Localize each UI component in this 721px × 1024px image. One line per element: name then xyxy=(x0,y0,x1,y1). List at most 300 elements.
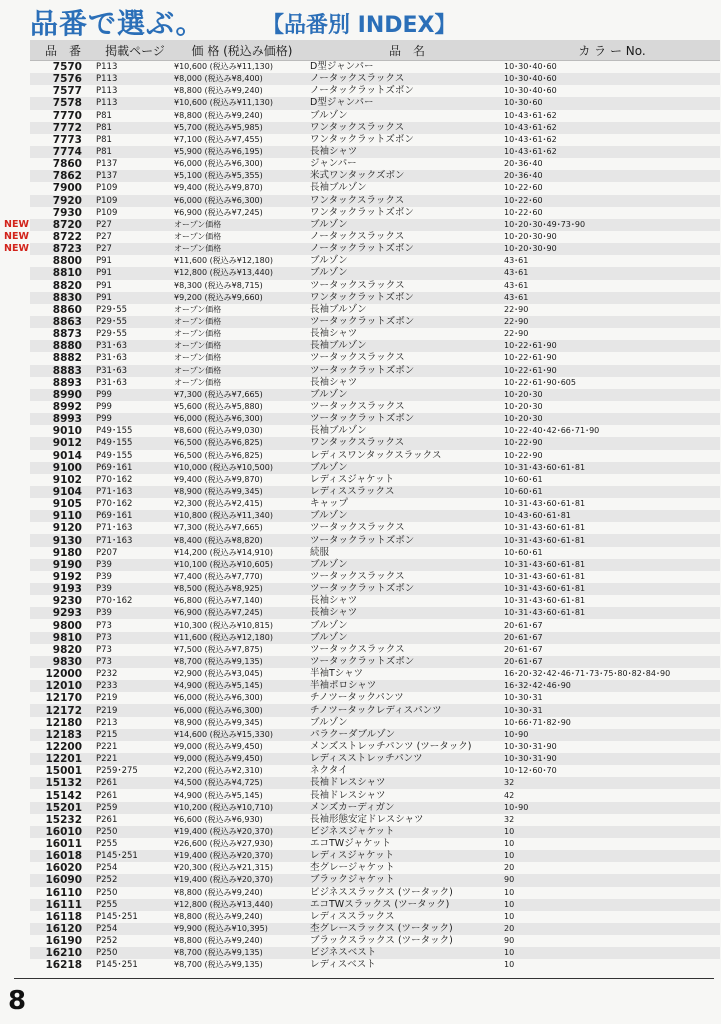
color-nos: 16･20･32･42･46･71･73･75･80･82･84･90 xyxy=(504,669,671,679)
product-name: ブルゾン xyxy=(310,716,348,728)
price: オープン価格 xyxy=(174,304,222,314)
table-row xyxy=(30,97,720,109)
table-row xyxy=(30,911,720,923)
product-name: ブルゾン xyxy=(310,218,348,230)
product-name: メンズストレッチパンツ (ツータック) xyxy=(310,740,472,752)
table-row xyxy=(30,474,720,486)
price: ¥5,700 (税込み¥5,985) xyxy=(174,122,263,132)
color-nos: 10･90 xyxy=(504,802,529,812)
product-no: 7773 xyxy=(52,133,82,146)
product-no: 9820 xyxy=(52,643,82,656)
product-name: ワンタックラットズボン xyxy=(310,291,414,303)
color-nos: 10･30･31 xyxy=(504,705,543,715)
table-row xyxy=(30,425,720,437)
table-row xyxy=(30,571,720,583)
page-ref: P259 xyxy=(96,802,118,813)
product-name: ノータックスラックス xyxy=(310,73,405,85)
table-row xyxy=(30,207,720,219)
page-ref: P27 xyxy=(96,244,112,255)
price: ¥5,100 (税込み¥5,355) xyxy=(174,171,263,181)
product-no: 7862 xyxy=(52,170,82,183)
price: ¥12,800 (税込み¥13,440) xyxy=(174,268,273,278)
color-nos: 10･43･61･62 xyxy=(504,134,557,144)
product-no: 9012 xyxy=(52,437,82,450)
table-row xyxy=(30,619,720,631)
color-nos: 10･30･40･60 xyxy=(504,86,557,96)
color-nos: 10･31･43･60･61･81 xyxy=(504,535,586,545)
product-name: ブルゾン xyxy=(310,631,348,643)
product-name: ツータックスラックス xyxy=(310,570,405,582)
color-nos: 20 xyxy=(504,924,515,934)
table-row xyxy=(30,437,720,449)
price: ¥7,300 (税込み¥7,665) xyxy=(174,389,263,399)
color-nos: 20･61･67 xyxy=(504,656,543,666)
price: ¥6,000 (税込み¥6,300) xyxy=(174,159,263,169)
color-nos: 10･22･60 xyxy=(504,207,543,217)
price: ¥26,600 (税込み¥27,930) xyxy=(174,839,273,849)
color-nos: 10 xyxy=(504,826,515,836)
table-row xyxy=(30,680,720,692)
color-nos: 10･22･61･90 xyxy=(504,353,557,363)
product-name: ブルゾン xyxy=(310,255,348,267)
table-row xyxy=(30,923,720,935)
color-nos: 20･36･40 xyxy=(504,159,543,169)
price: ¥7,500 (税込み¥7,875) xyxy=(174,644,263,654)
table-row xyxy=(30,814,720,826)
price: ¥8,000 (税込み¥8,400) xyxy=(174,74,263,84)
table-row xyxy=(30,668,720,680)
price: ¥2,200 (税込み¥2,310) xyxy=(174,766,263,776)
product-no: 9230 xyxy=(52,595,82,608)
table-row xyxy=(30,522,720,534)
product-no: 9180 xyxy=(52,546,82,559)
color-nos: 10 xyxy=(504,948,515,958)
product-no: 7900 xyxy=(52,182,82,195)
page-ref: P39 xyxy=(96,571,112,582)
color-nos: 10･60･61 xyxy=(504,474,543,484)
color-nos: 10･31･43･60･61･81 xyxy=(504,523,586,533)
product-no: 8820 xyxy=(52,279,82,292)
table-row xyxy=(30,450,720,462)
color-nos: 10･30･31･90 xyxy=(504,741,557,751)
table-row xyxy=(30,413,720,425)
product-name: ノータックラットズボン xyxy=(310,85,414,97)
product-no: 9010 xyxy=(52,425,82,438)
product-no: 16018 xyxy=(45,850,82,863)
price: ¥9,000 (税込み¥9,450) xyxy=(174,741,263,751)
product-name: 長袖シャツ xyxy=(310,595,358,607)
price: ¥8,800 (税込み¥9,240) xyxy=(174,911,263,921)
page-ref: P99 xyxy=(96,389,112,400)
page-ref: P39 xyxy=(96,608,112,619)
price: ¥9,900 (税込み¥10,395) xyxy=(174,924,268,934)
page-ref: P137 xyxy=(96,171,118,182)
table-row xyxy=(30,195,720,207)
page-ref: P31･63 xyxy=(96,365,128,376)
color-nos: 10･31･43･60･61･81 xyxy=(504,584,586,594)
price: ¥6,500 (税込み¥6,825) xyxy=(174,438,263,448)
color-nos: 10･22･61･90 xyxy=(504,341,557,351)
product-no: 8810 xyxy=(52,267,82,280)
table-row xyxy=(30,73,720,85)
color-nos: 10･90 xyxy=(504,729,529,739)
table-row xyxy=(30,280,720,292)
color-nos: 10･22･90 xyxy=(504,438,543,448)
price: ¥9,200 (税込み¥9,660) xyxy=(174,292,263,302)
color-nos: 42 xyxy=(504,790,515,800)
color-nos: 10･31･43･60･61･81 xyxy=(504,596,586,606)
product-no: 9120 xyxy=(52,522,82,535)
page-ref: P219 xyxy=(96,705,118,716)
product-no: 8893 xyxy=(52,376,82,389)
product-name: ツータックスラックス xyxy=(310,279,405,291)
page-title: 品番で選ぶ。 xyxy=(30,7,205,40)
new-tag: NEW xyxy=(4,218,29,230)
color-nos: 10･30･40･60 xyxy=(504,74,557,84)
page-ref: P29･55 xyxy=(96,329,128,340)
product-no: 12170 xyxy=(45,692,82,705)
price: ¥14,200 (税込み¥14,910) xyxy=(174,547,273,557)
product-name: キャップ xyxy=(310,498,349,510)
product-name: ツータックラットズボン xyxy=(310,316,415,328)
table-row xyxy=(30,255,720,267)
page-ref: P71･163 xyxy=(96,523,133,534)
table-row xyxy=(30,826,720,838)
color-nos: 10･30･40･60 xyxy=(504,62,557,72)
price: ¥10,200 (税込み¥10,710) xyxy=(174,802,273,812)
color-nos: 20 xyxy=(504,863,515,873)
header-product-no: 品 番 xyxy=(44,43,81,58)
price: ¥7,400 (税込み¥7,770) xyxy=(174,571,263,581)
table-header xyxy=(30,40,720,61)
price: ¥2,900 (税込み¥3,045) xyxy=(174,669,263,679)
table-row xyxy=(30,632,720,644)
color-nos: 20･61･67 xyxy=(504,620,543,630)
price: ¥9,400 (税込み¥9,870) xyxy=(174,183,263,193)
table-row xyxy=(30,304,720,316)
page-ref: P250 xyxy=(96,826,118,837)
product-name: ツータックスラックス xyxy=(310,352,405,364)
product-no: 7577 xyxy=(52,85,82,98)
product-no: 16010 xyxy=(45,825,82,838)
price: ¥11,600 (税込み¥12,180) xyxy=(174,632,273,642)
price: ¥8,800 (税込み¥9,240) xyxy=(174,887,263,897)
color-nos: 10･20･30 xyxy=(504,389,543,399)
product-name: ブルゾン xyxy=(310,461,348,473)
product-no: 7920 xyxy=(52,194,82,207)
product-no: 8800 xyxy=(52,255,82,268)
page-ref: P70･162 xyxy=(96,499,133,510)
product-name: チノツータックレディスパンツ xyxy=(310,704,442,716)
table-row xyxy=(4,231,720,244)
product-no: 9193 xyxy=(52,583,82,596)
price: オープン価格 xyxy=(174,377,222,387)
table-row xyxy=(30,838,720,850)
product-no: 9830 xyxy=(52,655,82,668)
product-no: 8880 xyxy=(52,340,82,353)
product-no: 7570 xyxy=(52,61,82,74)
product-no: 9104 xyxy=(52,485,82,498)
product-name: 長袖シャツ xyxy=(310,376,358,388)
page-ref: P254 xyxy=(96,924,118,935)
color-nos: 10･31･43･60･61･81 xyxy=(504,499,586,509)
table-row xyxy=(30,170,720,182)
page-ref: P31･63 xyxy=(96,353,128,364)
price: ¥10,100 (税込み¥10,605) xyxy=(174,559,273,569)
page-ref: P255 xyxy=(96,899,118,910)
price: ¥8,900 (税込み¥9,345) xyxy=(174,717,263,727)
table-row xyxy=(30,316,720,328)
page-ref: P137 xyxy=(96,159,118,170)
product-no: 8990 xyxy=(52,388,82,401)
price: ¥11,600 (税込み¥12,180) xyxy=(174,256,273,266)
product-no: 12000 xyxy=(45,668,82,681)
price: オープン価格 xyxy=(174,317,222,327)
product-no: 8830 xyxy=(52,291,82,304)
page-ref: P255 xyxy=(96,839,118,850)
page-ref: P219 xyxy=(96,693,118,704)
price: ¥6,000 (税込み¥6,300) xyxy=(174,414,263,424)
color-nos: 10･60･61 xyxy=(504,547,543,557)
table-row xyxy=(30,389,720,401)
color-nos: 10 xyxy=(504,887,515,897)
color-nos: 10 xyxy=(504,899,515,909)
product-no: 12010 xyxy=(45,680,82,693)
product-no: 8993 xyxy=(52,413,82,426)
table-row xyxy=(30,110,720,122)
table-row xyxy=(30,547,720,559)
product-no: 9105 xyxy=(52,498,82,511)
price: ¥9,000 (税込み¥9,450) xyxy=(174,754,263,764)
price: ¥8,700 (税込み¥9,135) xyxy=(174,960,263,970)
table-row xyxy=(30,656,720,668)
table-row xyxy=(30,340,720,352)
color-nos: 10 xyxy=(504,911,515,921)
color-nos: 10･22･61･90 xyxy=(504,365,557,375)
page-ref: P71･163 xyxy=(96,535,133,546)
product-no: 9190 xyxy=(52,558,82,571)
product-no: 12201 xyxy=(45,753,82,766)
product-name: エコTWジャケット xyxy=(310,838,392,850)
table-row xyxy=(30,559,720,571)
product-no: 8882 xyxy=(52,352,82,365)
page-ref: P70･162 xyxy=(96,474,133,485)
product-name: ブルゾン xyxy=(310,267,348,279)
table-row xyxy=(30,644,720,656)
price: ¥19,400 (税込み¥20,370) xyxy=(174,826,273,836)
product-no: 8863 xyxy=(52,316,82,329)
price: ¥10,800 (税込み¥11,340) xyxy=(174,511,273,521)
product-name: ノータックラットズボン xyxy=(310,243,414,255)
page-ref: P232 xyxy=(96,669,118,680)
product-name: 長袖シャツ xyxy=(310,607,358,619)
product-name: レディスジャケット xyxy=(310,473,395,485)
price: ¥14,600 (税込み¥15,330) xyxy=(174,729,273,739)
page-ref: P113 xyxy=(96,98,118,109)
price: ¥6,000 (税込み¥6,300) xyxy=(174,195,263,205)
price: ¥10,600 (税込み¥11,130) xyxy=(174,62,273,72)
product-name: 長袖ブルゾン xyxy=(310,303,367,315)
product-no: 15132 xyxy=(45,777,82,790)
color-nos: 10･66･71･82･90 xyxy=(504,717,571,727)
color-nos: 10･43･61･62 xyxy=(504,110,557,120)
color-nos: 10 xyxy=(504,839,515,849)
page-ref: P73 xyxy=(96,644,112,655)
product-name: チノツータックパンツ xyxy=(310,692,404,704)
page-ref: P27 xyxy=(96,219,112,230)
table-row xyxy=(30,462,720,474)
table-row xyxy=(30,874,720,886)
page-ref: P69･161 xyxy=(96,511,133,522)
color-nos: 16･32･42･46･90 xyxy=(504,681,571,691)
page-ref: P99 xyxy=(96,402,112,412)
new-tag: NEW xyxy=(4,231,29,243)
product-name: ツータックスラックス xyxy=(310,522,405,534)
table-row xyxy=(30,607,720,619)
price: オープン価格 xyxy=(174,341,222,351)
product-no: 16110 xyxy=(45,886,82,899)
page-ref: P29･55 xyxy=(96,317,128,328)
product-name: ワンタックスラックス xyxy=(310,121,405,133)
color-nos: 90 xyxy=(504,936,515,946)
product-name: レディススラックス xyxy=(310,485,395,497)
color-nos: 32 xyxy=(504,814,515,824)
page-ref: P259･275 xyxy=(96,766,138,777)
table-row xyxy=(30,267,720,279)
price: ¥10,000 (税込み¥10,500) xyxy=(174,462,273,472)
table-row xyxy=(30,862,720,874)
page-ref: P250 xyxy=(96,887,118,898)
table-row xyxy=(30,850,720,862)
table-row xyxy=(30,753,720,765)
price: ¥10,300 (税込み¥10,815) xyxy=(174,620,273,630)
color-nos: 90 xyxy=(504,875,515,885)
table-row xyxy=(30,146,720,158)
price: オープン価格 xyxy=(174,365,222,375)
product-no: 16190 xyxy=(45,935,82,948)
product-no: 7576 xyxy=(52,73,82,86)
product-name: D型ジャンパー xyxy=(310,61,374,73)
product-no: 7860 xyxy=(52,158,82,171)
color-nos: 43･61 xyxy=(504,268,529,278)
color-nos: 10･43･60･61･81 xyxy=(504,511,571,521)
product-name: ビジネススラックス (ツータック) xyxy=(310,886,453,898)
color-nos: 10･20･30 xyxy=(504,402,543,411)
color-nos: 10･12･60･70 xyxy=(504,766,557,776)
product-no: 9293 xyxy=(52,607,82,620)
header-name: 品 名 xyxy=(388,43,425,58)
price: ¥8,300 (税込み¥8,715) xyxy=(174,280,263,290)
page-ref: P252 xyxy=(96,936,118,947)
product-no: 12172 xyxy=(45,704,82,717)
product-no: 7774 xyxy=(52,146,82,159)
color-nos: 10･30･60 xyxy=(504,98,543,108)
page-ref: P81 xyxy=(96,147,112,158)
table-row xyxy=(30,292,720,304)
product-name: ツータックラットズボン xyxy=(310,655,415,667)
page-ref: P69･161 xyxy=(96,462,133,473)
product-name: ツータックスラックス xyxy=(310,643,405,655)
price: ¥8,700 (税込み¥9,135) xyxy=(174,656,263,666)
price: ¥19,400 (税込み¥20,370) xyxy=(174,875,273,885)
table-row xyxy=(30,510,720,522)
price: ¥8,800 (税込み¥9,240) xyxy=(174,110,263,120)
product-no: 15201 xyxy=(45,801,82,814)
page-ref: P81 xyxy=(96,110,112,121)
color-nos: 22･90 xyxy=(504,317,529,327)
color-nos: 10･22･60 xyxy=(504,183,543,193)
page-ref: P109 xyxy=(96,207,118,218)
header-color: カ ラ ー No. xyxy=(578,43,646,58)
color-nos: 20･36･40 xyxy=(504,171,543,181)
page-number: 8 xyxy=(8,986,27,1016)
product-name: レディスワンタックスラックス xyxy=(310,449,442,461)
color-nos: 43･61 xyxy=(504,292,529,302)
price: ¥5,900 (税込み¥6,195) xyxy=(174,147,263,157)
price: ¥8,800 (税込み¥9,240) xyxy=(174,86,263,96)
color-nos: 10･31･43･60･61･81 xyxy=(504,571,586,581)
table-row xyxy=(30,158,720,170)
product-name: 長袖ドレスシャツ xyxy=(310,777,386,789)
color-nos: 10･31･43･60･61･81 xyxy=(504,559,586,569)
price: ¥2,300 (税込み¥2,415) xyxy=(174,499,263,509)
page-ref: P207 xyxy=(96,547,118,558)
product-no: 12180 xyxy=(45,716,82,729)
price: ¥6,900 (税込み¥7,245) xyxy=(174,608,263,618)
price: ¥20,300 (税込み¥21,315) xyxy=(174,863,273,873)
page-ref: P215 xyxy=(96,729,118,740)
product-name: 長袖ブルゾン xyxy=(310,425,367,437)
product-no: 7770 xyxy=(52,109,82,122)
product-name: 杢グレージャケット xyxy=(310,862,395,874)
product-name: 続服 xyxy=(310,546,330,558)
product-name: D型ジャンパー xyxy=(310,97,374,109)
table-row xyxy=(30,899,720,911)
price: ¥5,600 (税込み¥5,880) xyxy=(174,402,263,411)
product-no: 8723 xyxy=(52,243,82,256)
price: オープン価格 xyxy=(174,232,222,242)
table-row xyxy=(30,765,720,777)
product-name: ブルゾン xyxy=(310,558,348,570)
product-name: ノータックスラックス xyxy=(310,231,405,243)
page-ref: P250 xyxy=(96,948,118,959)
color-nos: 10･20･30･90 xyxy=(504,232,557,242)
product-name: ブラックスラックス (ツータック) xyxy=(310,935,453,947)
product-no: 9800 xyxy=(52,619,82,632)
color-nos: 10･31･43･60･61･81 xyxy=(504,462,586,472)
price: ¥8,900 (税込み¥9,345) xyxy=(174,486,263,496)
product-name: 半袖Tシャツ xyxy=(310,668,364,680)
page-ref: P39 xyxy=(96,584,112,595)
product-name: ブルゾン xyxy=(310,109,348,121)
price: オープン価格 xyxy=(174,353,222,363)
color-nos: 22･90 xyxy=(504,329,529,339)
price: ¥9,400 (税込み¥9,870) xyxy=(174,474,263,484)
product-name: ワンタックラットズボン xyxy=(310,133,414,145)
page-ref: P113 xyxy=(96,86,118,97)
page-header xyxy=(0,0,721,38)
table-row xyxy=(30,352,720,364)
product-name: メンズカーディガン xyxy=(310,801,395,813)
price: ¥6,800 (税込み¥7,140) xyxy=(174,596,263,606)
table-row xyxy=(30,85,720,97)
page-ref: P31･63 xyxy=(96,341,128,352)
header-price: 価 格 (税込み価格) xyxy=(191,43,293,58)
product-index-table xyxy=(4,40,720,972)
product-name: エコTWスラックス (ツータック) xyxy=(310,898,450,910)
page-ref: P221 xyxy=(96,754,118,765)
table-row xyxy=(30,498,720,510)
